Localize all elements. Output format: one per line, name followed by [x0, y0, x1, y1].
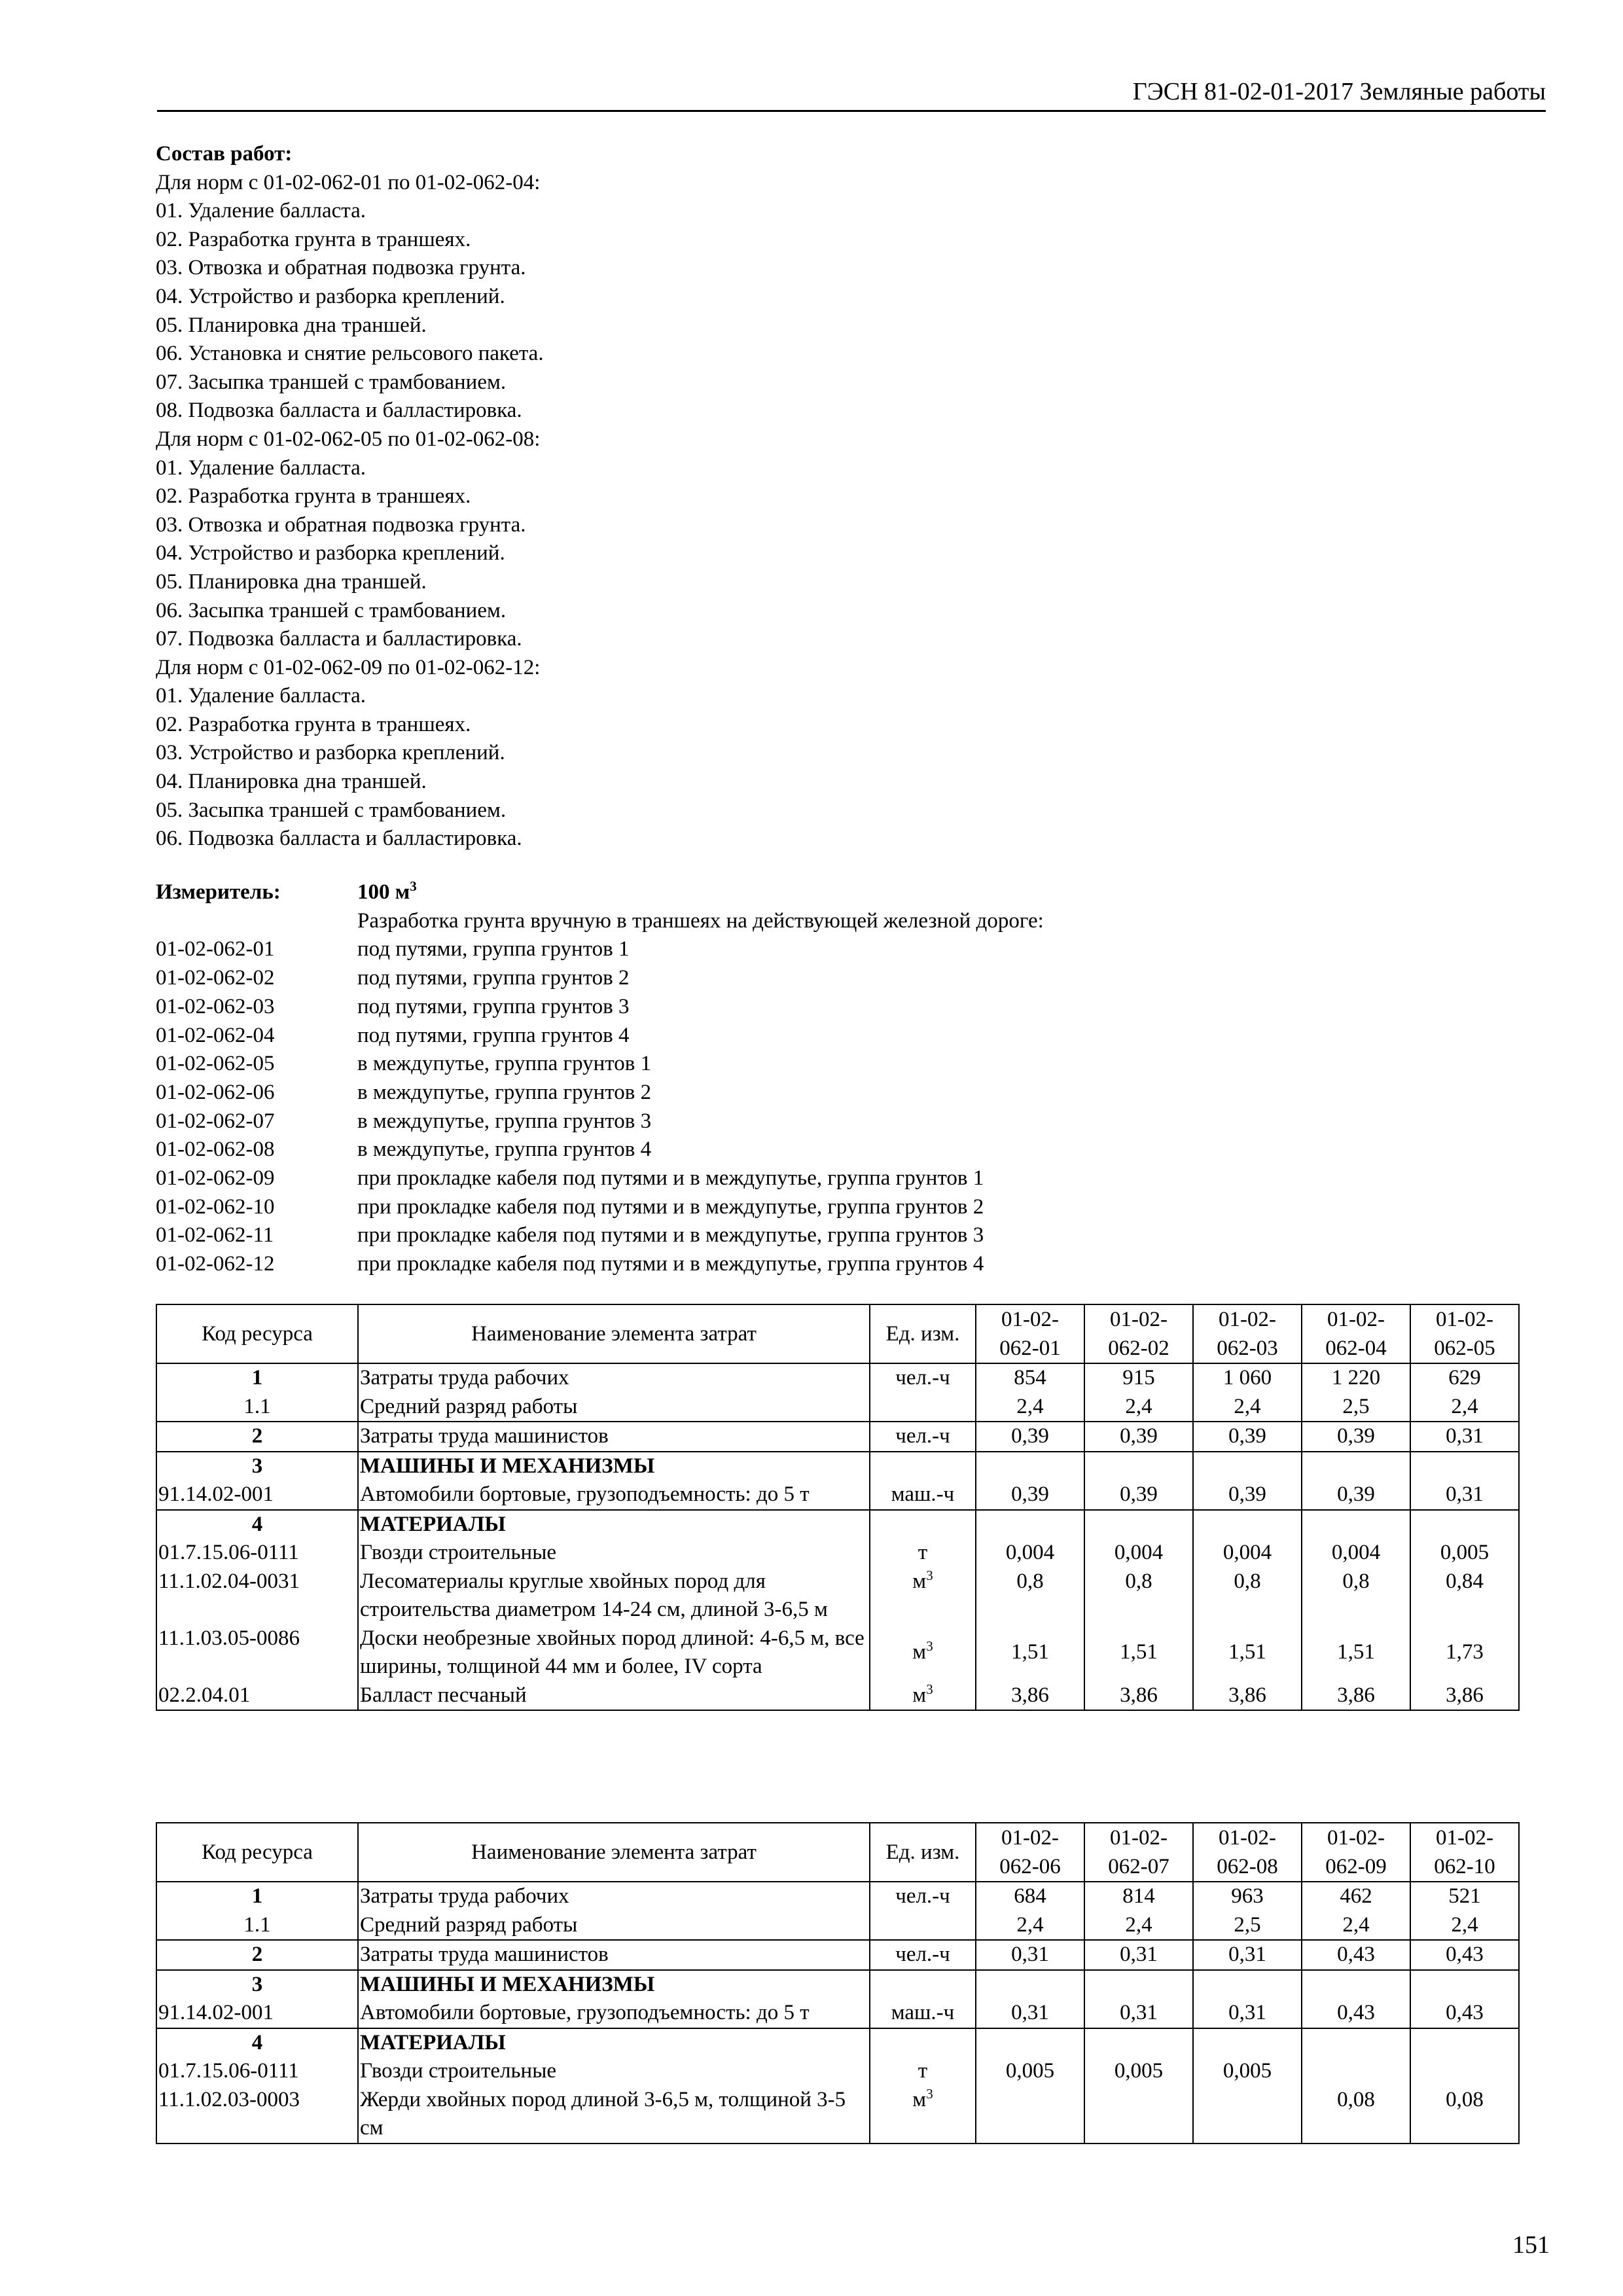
resource-value: 0,8: [1193, 1568, 1302, 1624]
resource-value: [976, 2086, 1084, 2144]
resource-value: [1084, 2028, 1193, 2058]
resource-value: 0,39: [1084, 1480, 1193, 1510]
resource-name: Лесоматериалы круглые хвойных пород для строительства диаметром 14-24 см, длиной 3-6,5 м: [358, 1568, 870, 1624]
resource-value: 3,86: [976, 1681, 1084, 1711]
table-row: [156, 1624, 1519, 1681]
resource-value: [1410, 1970, 1519, 2000]
composition-item: 05. Засыпка траншей с трамбованием.: [156, 798, 507, 822]
resource-value: [1410, 2028, 1519, 2058]
resource-unit: чел.-ч: [870, 1940, 976, 1970]
norm-row: [156, 1022, 1530, 1050]
composition-item: 03. Устройство и разборка креплений.: [156, 741, 505, 765]
resource-code: 91.14.02-001: [156, 1480, 358, 1510]
composition-group-heading: Для норм с 01-02-062-01 по 01-02-062-04:: [156, 170, 541, 194]
header-norm-code: 01-02- 062-02: [1084, 1304, 1193, 1363]
resource-value: 1,51: [1084, 1624, 1193, 1681]
resource-unit: [870, 1970, 976, 2000]
norm-text: при прокладке кабеля под путями и в междупутье, группа грунтов 2: [357, 1194, 984, 1219]
header-norm-code: 01-02- 062-06: [976, 1823, 1084, 1882]
resource-code: 11.1.02.03-0003: [156, 2086, 358, 2144]
resource-value: [1193, 1452, 1302, 1481]
header-norm-code: 01-02- 062-03: [1193, 1304, 1302, 1363]
resource-value: 0,08: [1410, 2086, 1519, 2144]
table-row: [156, 1882, 1519, 1911]
table-row: [156, 1940, 1519, 1970]
resource-value: 3,86: [1084, 1681, 1193, 1711]
resource-unit: [870, 2028, 976, 2058]
resource-value: 0,8: [1302, 1568, 1410, 1624]
resource-value: 1,73: [1410, 1624, 1519, 1681]
measure-unit-text: 100 м: [357, 880, 410, 904]
resource-value: 684: [976, 1882, 1084, 1911]
norm-row: [156, 1136, 1530, 1164]
composition-item: 01. Удаление балласта.: [156, 199, 366, 223]
composition-item: 02. Разработка грунта в траншеях.: [156, 712, 471, 736]
resource-name: Гвозди строительные: [358, 2057, 870, 2086]
norm-text: под путями, группа грунтов 1: [357, 937, 630, 961]
table-row: [156, 1452, 1519, 1481]
resource-name: Балласт песчаный: [358, 1681, 870, 1711]
resource-value: [1084, 1452, 1193, 1481]
composition-item: 06. Установка и снятие рельсового пакета.: [156, 342, 544, 366]
resource-value: 2,4: [1410, 1911, 1519, 1941]
resource-value: 0,004: [1193, 1539, 1302, 1568]
resource-value: 3,86: [1302, 1681, 1410, 1711]
resource-value: 3,86: [1410, 1681, 1519, 1711]
resource-value: 0,31: [976, 1940, 1084, 1970]
resource-value: 0,43: [1410, 1940, 1519, 1970]
norm-text: под путями, группа грунтов 2: [357, 966, 630, 990]
header-title: ГЭСН 81-02-01-2017 Земляные работы: [1132, 78, 1546, 105]
measure-description-row: [156, 907, 1530, 936]
resource-value: [1410, 1452, 1519, 1481]
resource-code: 11.1.03.05-0086: [156, 1624, 358, 1681]
composition-item: 02. Разработка грунта в траншеях.: [156, 484, 471, 509]
resource-value: [1410, 2057, 1519, 2086]
composition-item: 05. Планировка дна траншей.: [156, 569, 427, 594]
resource-table-1: [156, 1304, 1520, 1711]
table-header-row: [156, 1823, 1519, 1882]
composition-item: 03. Отвозка и обратная подвозка грунта.: [156, 512, 526, 537]
resource-value: 0,39: [1084, 1422, 1193, 1452]
resource-unit: $м^3$: [870, 1681, 976, 1711]
resource-code: 1: [156, 1882, 358, 1911]
resource-value: 2,4: [1302, 1911, 1410, 1941]
resource-code: 1.1: [156, 1911, 358, 1941]
norm-code: 01-02-062-04: [156, 1023, 275, 1047]
composition-item: 01. Удаление балласта.: [156, 684, 366, 708]
composition-item: 02. Разработка грунта в траншеях.: [156, 227, 471, 251]
resource-value: 0,31: [1084, 1940, 1193, 1970]
resource-name: Доски необрезные хвойных пород длиной: 4-6,5 м, все ширины, толщиной 44 мм и более, IV сорта: [358, 1624, 870, 1681]
table-row: [156, 2028, 1519, 2058]
norm-code: 01-02-062-12: [156, 1252, 275, 1276]
resource-value: 2,4: [1084, 1393, 1193, 1422]
resource-code: 4: [156, 1510, 358, 1539]
measure-description: Разработка грунта вручную в траншеях на действующей железной дороге:: [357, 908, 1044, 933]
resource-code: 01.7.15.06-0111: [156, 1539, 358, 1568]
norm-code: 01-02-062-08: [156, 1138, 275, 1162]
resource-value: 0,39: [1193, 1422, 1302, 1452]
resource-value: 2,5: [1302, 1393, 1410, 1422]
resource-name: МАТЕРИАЛЫ: [358, 2028, 870, 2058]
resource-unit: т: [870, 2057, 976, 2086]
header-code: Код ресурса: [156, 1304, 358, 1363]
norm-code: 01-02-062-07: [156, 1109, 275, 1133]
header-norm-code: 01-02- 062-10: [1410, 1823, 1519, 1882]
resource-value: [1302, 2028, 1410, 2058]
header-norm-code: 01-02- 062-07: [1084, 1823, 1193, 1882]
resource-code: 01.7.15.06-0111: [156, 2057, 358, 2086]
resource-name: МАТЕРИАЛЫ: [358, 1510, 870, 1539]
resource-name: Гвозди строительные: [358, 1539, 870, 1568]
resource-code: 1: [156, 1363, 358, 1393]
resource-name: Затраты труда рабочих: [358, 1363, 870, 1393]
header-norm-code: 01-02- 062-05: [1410, 1304, 1519, 1363]
norm-code: 01-02-062-03: [156, 994, 275, 1018]
table-header-row: [156, 1304, 1519, 1363]
measure-unit: [357, 878, 417, 907]
table-row: [156, 1480, 1519, 1510]
norm-row: [156, 1193, 1530, 1222]
composition-title: Состав работ:: [156, 142, 293, 166]
resource-unit: $м^3$: [870, 1624, 976, 1681]
resource-name: Автомобили бортовые, грузоподъемность: до 5 т: [358, 1999, 870, 2028]
composition-item: 03. Отвозка и обратная подвозка грунта.: [156, 256, 526, 280]
resource-value: 0,31: [1084, 1999, 1193, 2028]
work-composition: [156, 140, 1530, 882]
resource-code: 2: [156, 1422, 358, 1452]
resource-unit: чел.-ч: [870, 1363, 976, 1393]
composition-group-heading: Для норм с 01-02-062-09 по 01-02-062-12:: [156, 655, 541, 679]
norm-code: 01-02-062-02: [156, 966, 275, 990]
resource-name: МАШИНЫ И МЕХАНИЗМЫ: [358, 1452, 870, 1481]
composition-item: 05. Планировка дна траншей.: [156, 313, 427, 337]
table-row: [156, 1568, 1519, 1624]
resource-value: [976, 1510, 1084, 1539]
resource-value: 0,39: [1302, 1480, 1410, 1510]
resource-unit: [870, 1452, 976, 1481]
resource-value: 0,005: [1410, 1539, 1519, 1568]
composition-item: 01. Удаление балласта.: [156, 456, 366, 480]
header-name: Наименование элемента затрат: [358, 1823, 870, 1882]
resource-value: [1193, 1510, 1302, 1539]
norm-code: 01-02-062-09: [156, 1166, 275, 1191]
resource-value: 0,43: [1302, 1940, 1410, 1970]
norm-text: в междупутье, группа грунтов 2: [357, 1080, 652, 1104]
resource-value: 2,5: [1193, 1911, 1302, 1941]
norm-row: [156, 1079, 1530, 1107]
norm-code: 01-02-062-01: [156, 937, 275, 961]
resource-code: 3: [156, 1970, 358, 2000]
norm-text: при прокладке кабеля под путями и в междупутье, группа грунтов 4: [357, 1252, 984, 1276]
resource-code: 02.2.04.01: [156, 1681, 358, 1711]
resource-value: 1,51: [976, 1624, 1084, 1681]
composition-groups: [156, 169, 1530, 882]
resource-code: 1.1: [156, 1393, 358, 1422]
resource-value: 0,8: [976, 1568, 1084, 1624]
resource-value: 0,39: [1302, 1422, 1410, 1452]
norm-row: [156, 1250, 1530, 1279]
resource-value: [1193, 2086, 1302, 2144]
table-row: [156, 1999, 1519, 2028]
norm-text: в междупутье, группа грунтов 1: [357, 1052, 652, 1076]
norm-text: в междупутье, группа грунтов 4: [357, 1138, 652, 1162]
resource-unit: маш.-ч: [870, 1999, 976, 2028]
header-norm-code: 01-02- 062-01: [976, 1304, 1084, 1363]
norm-code: 01-02-062-10: [156, 1194, 275, 1219]
resource-value: 0,39: [976, 1422, 1084, 1452]
norm-row: [156, 1221, 1530, 1250]
table-row: [156, 1510, 1519, 1539]
resource-value: 2,4: [1084, 1911, 1193, 1941]
norm-text: в междупутье, группа грунтов 3: [357, 1109, 652, 1133]
resource-value: 0,004: [976, 1539, 1084, 1568]
composition-item: 04. Устройство и разборка креплений.: [156, 541, 505, 565]
resource-value: [1302, 1970, 1410, 2000]
resource-value: 3,86: [1193, 1681, 1302, 1711]
resource-value: 0,39: [1193, 1480, 1302, 1510]
resource-code: 4: [156, 2028, 358, 2058]
resource-value: 2,4: [1410, 1393, 1519, 1422]
header-norm-code: 01-02- 062-04: [1302, 1304, 1410, 1363]
table-row: [156, 1363, 1519, 1393]
norm-row: [156, 964, 1530, 993]
resource-value: 0,84: [1410, 1568, 1519, 1624]
resource-name: Затраты труда машинистов: [358, 1422, 870, 1452]
resource-value: 521: [1410, 1882, 1519, 1911]
resource-value: [976, 2028, 1084, 2058]
resource-value: [1193, 1970, 1302, 2000]
resource-value: 0,8: [1084, 1568, 1193, 1624]
resource-value: [1410, 1510, 1519, 1539]
norm-code: 01-02-062-11: [156, 1223, 274, 1247]
resource-value: [1084, 2086, 1193, 2144]
norm-code: 01-02-062-05: [156, 1052, 275, 1076]
resource-value: [976, 1452, 1084, 1481]
composition-item: 06. Подвозка балласта и балластировка.: [156, 827, 522, 851]
composition-item: 04. Планировка дна траншей.: [156, 770, 427, 794]
resource-unit: [870, 1911, 976, 1941]
table-row: [156, 1539, 1519, 1568]
page-header: [157, 72, 1546, 112]
resource-value: 2,4: [1193, 1393, 1302, 1422]
resource-value: 629: [1410, 1363, 1519, 1393]
resource-value: 0,43: [1410, 1999, 1519, 2028]
resource-value: 0,005: [1084, 2057, 1193, 2086]
resource-name: Жерди хвойных пород длиной 3-6,5 м, толщиной 3-5 см: [358, 2086, 870, 2144]
table-row: [156, 1911, 1519, 1941]
resource-value: 0,005: [1193, 2057, 1302, 2086]
resource-unit: т: [870, 1539, 976, 1568]
resource-value: 814: [1084, 1882, 1193, 1911]
resource-value: 2,4: [976, 1393, 1084, 1422]
norm-row: [156, 993, 1530, 1022]
resource-name: Автомобили бортовые, грузоподъемность: до 5 т: [358, 1480, 870, 1510]
table-row: [156, 2057, 1519, 2086]
measure-label: Измеритель:: [156, 880, 281, 904]
measure-unit-row: [156, 878, 1530, 907]
resource-code: 91.14.02-001: [156, 1999, 358, 2028]
table-row: [156, 1393, 1519, 1422]
resource-code: 3: [156, 1452, 358, 1481]
composition-item: 08. Подвозка балласта и балластировка.: [156, 399, 522, 423]
norm-row: [156, 1107, 1530, 1136]
resource-value: 0,39: [976, 1480, 1084, 1510]
resource-value: 0,31: [1410, 1480, 1519, 1510]
resource-name: Средний разряд работы: [358, 1911, 870, 1941]
resource-value: 915: [1084, 1363, 1193, 1393]
norm-text: при прокладке кабеля под путями и в междупутье, группа грунтов 3: [357, 1223, 984, 1247]
measure-unit-sup: 3: [410, 878, 417, 894]
norm-text: под путями, группа грунтов 3: [357, 994, 630, 1018]
resource-value: [1193, 2028, 1302, 2058]
resource-unit: $м^3$: [870, 1568, 976, 1624]
resource-value: 0,08: [1302, 2086, 1410, 2144]
resource-value: 0,31: [1410, 1422, 1519, 1452]
norm-text: при прокладке кабеля под путями и в междупутье, группа грунтов 1: [357, 1166, 984, 1191]
norm-text: под путями, группа грунтов 4: [357, 1023, 630, 1047]
resource-value: 1,51: [1193, 1624, 1302, 1681]
header-name: Наименование элемента затрат: [358, 1304, 870, 1363]
norm-list: [156, 935, 1530, 1278]
resource-value: [1302, 2057, 1410, 2086]
resource-table-2: [156, 1822, 1520, 2144]
header-code: Код ресурса: [156, 1823, 358, 1882]
resource-value: 2,4: [976, 1911, 1084, 1941]
resource-value: [1084, 1970, 1193, 2000]
norm-code: 01-02-062-06: [156, 1080, 275, 1104]
resource-unit: чел.-ч: [870, 1422, 976, 1452]
resource-value: 0,004: [1084, 1539, 1193, 1568]
measure-block: [156, 878, 1530, 1279]
resource-value: [1302, 1452, 1410, 1481]
header-norm-code: 01-02- 062-08: [1193, 1823, 1302, 1882]
norm-row: [156, 1164, 1530, 1193]
resource-unit: чел.-ч: [870, 1882, 976, 1911]
norm-row: [156, 935, 1530, 964]
composition-group-heading: Для норм с 01-02-062-05 по 01-02-062-08:: [156, 427, 541, 451]
resource-value: 0,31: [1193, 1999, 1302, 2028]
resource-code: 11.1.02.04-0031: [156, 1568, 358, 1624]
resource-unit: [870, 1510, 976, 1539]
table-row: [156, 2086, 1519, 2144]
norm-row: [156, 1050, 1530, 1079]
resource-name: Затраты труда рабочих: [358, 1882, 870, 1911]
resource-value: 963: [1193, 1882, 1302, 1911]
resource-value: 1,51: [1302, 1624, 1410, 1681]
resource-value: [976, 1970, 1084, 2000]
resource-value: 0,43: [1302, 1999, 1410, 2028]
composition-item: 06. Засыпка траншей с трамбованием.: [156, 598, 507, 622]
composition-item: 07. Засыпка траншей с трамбованием.: [156, 370, 507, 394]
resource-unit: $м^3$: [870, 2086, 976, 2144]
resource-value: 1 060: [1193, 1363, 1302, 1393]
header-norm-code: 01-02- 062-09: [1302, 1823, 1410, 1882]
table-row: [156, 1422, 1519, 1452]
resource-name: МАШИНЫ И МЕХАНИЗМЫ: [358, 1970, 870, 2000]
composition-item: 04. Устройство и разборка креплений.: [156, 284, 505, 308]
composition-item: 07. Подвозка балласта и балластировка.: [156, 627, 522, 651]
header-unit: Ед. изм.: [870, 1823, 976, 1882]
resource-unit: [870, 1393, 976, 1422]
page-number: 151: [1512, 2231, 1550, 2259]
spacer: [156, 853, 1530, 882]
resource-value: 854: [976, 1363, 1084, 1393]
header-unit: Ед. изм.: [870, 1304, 976, 1363]
resource-unit: маш.-ч: [870, 1480, 976, 1510]
table-row: [156, 1681, 1519, 1711]
resource-value: 462: [1302, 1882, 1410, 1911]
resource-value: 0,31: [976, 1999, 1084, 2028]
resource-code: 2: [156, 1940, 358, 1970]
resource-name: Средний разряд работы: [358, 1393, 870, 1422]
resource-value: [1084, 1510, 1193, 1539]
resource-name: Затраты труда машинистов: [358, 1940, 870, 1970]
table-row: [156, 1970, 1519, 2000]
resource-value: [1302, 1510, 1410, 1539]
resource-value: 0,005: [976, 2057, 1084, 2086]
resource-value: 0,004: [1302, 1539, 1410, 1568]
resource-value: 0,31: [1193, 1940, 1302, 1970]
resource-value: 1 220: [1302, 1363, 1410, 1393]
